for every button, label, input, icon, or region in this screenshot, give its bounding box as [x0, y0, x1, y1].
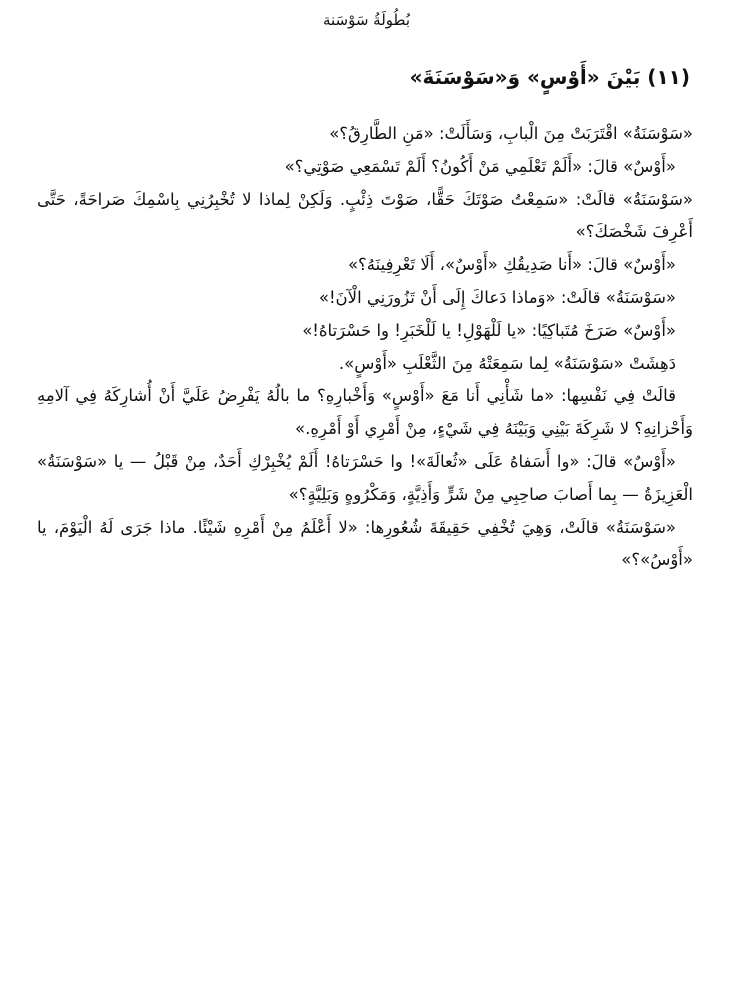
body-text: [37, 118, 693, 577]
paragraph: «سَوْسَنَةُ» اقْتَرَبَتْ مِنَ الْبابِ، وَسَأَلَتْ: «مَنِ الطَّارِقُ؟»: [329, 124, 693, 143]
paragraph: «أَوْسٌ» قالَ: «أَنا صَدِيقُكِ «أَوْسٌ»، أَلَا تَعْرِفِينَهُ؟»: [347, 255, 676, 275]
paragraph: «أَوْسٌ» قالَ: «وا أَسَفاهُ عَلَى «ثُعالَةَ»! وا حَسْرَتاهُ! أَلَمْ يُخْبِرْكِ أَحَدٌ، مِنْ قَبْلُ — يا «سَوْسَنَةُ» الْعَزِيزَةُ — بِما أَصابَ صاحِبِي مِنْ شَرٍّ وَأَذِيَّةٍ، وَمَكْرُوهٍ وَبَلِيَّةٍ؟»: [37, 451, 693, 504]
paragraph: دَهِشَتْ «سَوْسَنَةُ» لِما سَمِعَتْهُ مِنَ الثَّعْلَبِ «أَوْسٍ».: [338, 353, 676, 373]
paragraph: «أَوْسٌ» قالَ: «أَلَمْ تَعْلَمِي مَنْ أَكُونُ؟ أَلَمْ تَسْمَعِي صَوْتِي؟»: [284, 156, 676, 176]
paragraph: «سَوْسَنَةُ» قالَتْ، وَهِيَ تُخْفِي حَقِيقَةَ شُعُورِها: «لا أَعْلَمُ مِنْ أَمْرِهِ شَيْئًا. ماذا جَرَى لَهُ الْيَوْمَ، يا «أَوْسُ»؟»: [37, 517, 693, 570]
running-head: بُطُولَةُ سَوْسَنة: [322, 11, 411, 29]
paragraph: «سَوْسَنَةُ» قالَتْ: «وَماذا دَعاكَ إِلَى أَنْ تَزُورَنِي الْآنَ!»: [318, 287, 676, 307]
paragraph: «أَوْسٌ» صَرَخَ مُتَباكِيًا: «يا لَلْهَوْلِ! يا لَلْخَبَرِ! وا حَسْرَتاهُ!»: [302, 320, 676, 340]
chapter-title: (١١) بَيْنَ «أَوْسٍ» وَ«سَوْسَنَةَ»: [409, 65, 690, 89]
paragraph: قالَتْ فِي نَفْسِها: «ما شَأْنِي أَنا مَعَ «أَوْسٍ» وَأَخْبارِهِ؟ ما بالُهُ يَفْرِضُ عَلَيَّ أَنْ أُشارِكَهُ فِي آلامِهِ وَأَحْزانِهِ؟ لا شَرِكَةَ بَيْنِي وَبَيْنَهُ فِي شَيْءٍ، مِنْ أَمْرِي أَوْ أَمْرِهِ.»: [37, 386, 693, 439]
paragraph: «سَوْسَنَةُ» قالَتْ: «سَمِعْتُ صَوْتَكَ حَقًّا، صَوْتَ ذِئْبٍ. وَلَكِنْ لِماذا لا تُخْبِرُنِي بِاسْمِكَ صَراحَةً، حَتَّى أَعْرِفَ شَخْصَكَ؟»: [37, 189, 693, 242]
